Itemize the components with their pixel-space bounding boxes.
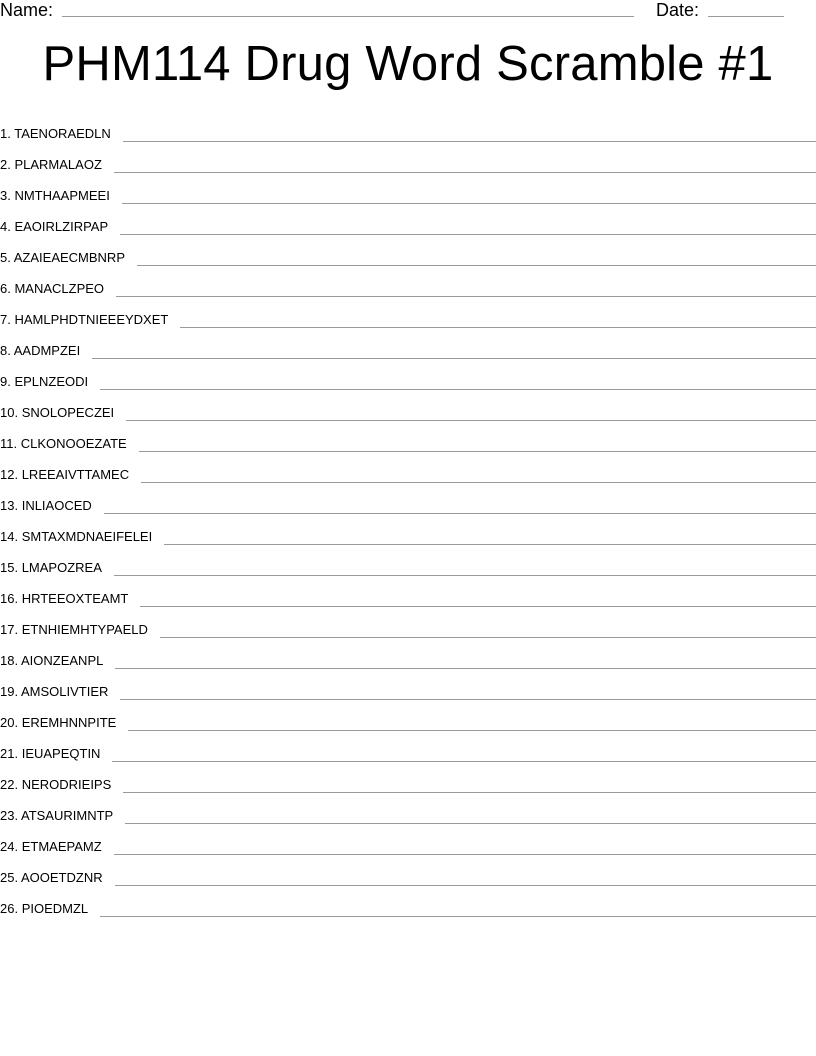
date-label: Date: — [656, 0, 700, 20]
scramble-word — [0, 312, 168, 329]
scrambled-letters: LMAPOZREA — [21, 560, 102, 575]
scrambled-letters: PIOEDMZL — [21, 901, 89, 916]
item-number: 19. — [0, 684, 19, 699]
scramble-word — [0, 498, 92, 515]
item-number: 7. — [0, 312, 11, 327]
item-number: 24. — [0, 839, 19, 854]
item-number: 21. — [0, 746, 19, 761]
answer-line[interactable] — [180, 327, 816, 328]
answer-line[interactable] — [123, 141, 816, 142]
scramble-item — [0, 484, 816, 515]
scramble-item — [0, 546, 816, 577]
scramble-item — [0, 639, 816, 670]
scramble-list — [0, 112, 816, 918]
answer-line[interactable] — [100, 916, 816, 917]
name-answer-line[interactable] — [62, 16, 634, 17]
item-number: 18. — [0, 653, 19, 668]
scramble-word — [0, 250, 125, 267]
item-number: 10. — [0, 405, 19, 420]
scrambled-letters: MANACLZPEO — [14, 281, 105, 296]
scrambled-letters: SMTAXMDNAEIFELEI — [21, 529, 153, 544]
scramble-word — [0, 622, 148, 639]
page-title: PHM114 Drug Word Scramble #1 — [42, 37, 774, 91]
scramble-word — [0, 343, 80, 360]
scrambled-letters: EAOIRLZIRPAP — [14, 219, 109, 234]
item-number: 11. — [0, 436, 18, 451]
scramble-word — [0, 715, 116, 732]
item-number: 6. — [0, 281, 11, 296]
scramble-item — [0, 174, 816, 205]
item-number: 25. — [0, 870, 19, 885]
item-number: 16. — [0, 591, 19, 606]
scramble-word — [0, 467, 129, 484]
scramble-word — [0, 777, 111, 794]
scramble-item — [0, 515, 816, 546]
scramble-word — [0, 219, 108, 236]
scramble-word — [0, 157, 102, 174]
scramble-word — [0, 591, 128, 608]
item-number: 23. — [0, 808, 19, 823]
scramble-item — [0, 887, 816, 918]
scrambled-letters: SNOLOPECZEI — [21, 405, 115, 420]
answer-line[interactable] — [141, 482, 816, 483]
scramble-item — [0, 825, 816, 856]
item-number: 17. — [0, 622, 19, 637]
scrambled-letters: HAMLPHDTNIEEEYDXET — [14, 312, 169, 327]
item-number: 9. — [0, 374, 11, 389]
answer-line[interactable] — [115, 668, 816, 669]
scramble-item — [0, 794, 816, 825]
scrambled-letters: ETNHIEMHTYPAELD — [21, 622, 148, 637]
scramble-word — [0, 405, 114, 422]
scrambled-letters: LREEAIVTTAMEC — [21, 467, 130, 482]
answer-line[interactable] — [123, 792, 816, 793]
scramble-word — [0, 188, 110, 205]
answer-line[interactable] — [140, 606, 816, 607]
scramble-item — [0, 856, 816, 887]
scramble-word — [0, 436, 127, 453]
header-row — [0, 0, 816, 22]
item-number: 1. — [0, 126, 11, 141]
scramble-item — [0, 422, 816, 453]
item-number: 22. — [0, 777, 19, 792]
answer-line[interactable] — [160, 637, 816, 638]
scramble-word — [0, 529, 152, 546]
scramble-word — [0, 281, 104, 298]
answer-line[interactable] — [100, 389, 816, 390]
item-number: 5. — [0, 250, 11, 265]
answer-line[interactable] — [126, 420, 816, 421]
item-number: 8. — [0, 343, 11, 358]
item-number: 15. — [0, 560, 19, 575]
item-number: 14. — [0, 529, 19, 544]
scramble-item — [0, 577, 816, 608]
answer-line[interactable] — [115, 885, 816, 886]
scramble-word — [0, 560, 102, 577]
answer-line[interactable] — [114, 172, 816, 173]
scrambled-letters: ATSAURIMNTP — [20, 808, 114, 823]
scrambled-letters: NMTHAAPMEEI — [14, 188, 110, 203]
answer-line[interactable] — [112, 761, 816, 762]
scrambled-letters: ETMAEPAMZ — [21, 839, 102, 854]
answer-line[interactable] — [122, 203, 816, 204]
scrambled-letters: CLKONOOEZATE — [20, 436, 127, 451]
item-number: 26. — [0, 901, 19, 916]
name-label: Name: — [0, 0, 54, 20]
answer-line[interactable] — [92, 358, 816, 359]
scramble-item — [0, 143, 816, 174]
scramble-item — [0, 267, 816, 298]
scrambled-letters: NERODRIEIPS — [21, 777, 112, 792]
scrambled-letters: IEUAPEQTIN — [21, 746, 101, 761]
scramble-item — [0, 732, 816, 763]
scramble-word — [0, 126, 111, 143]
answer-line[interactable] — [120, 234, 816, 235]
scramble-item — [0, 205, 816, 236]
scrambled-letters: EREMHNNPITE — [21, 715, 117, 730]
item-number: 3. — [0, 188, 11, 203]
scramble-word — [0, 684, 108, 701]
scramble-item — [0, 298, 816, 329]
answer-line[interactable] — [104, 513, 816, 514]
answer-line[interactable] — [114, 575, 816, 576]
answer-line[interactable] — [125, 823, 816, 824]
scramble-item — [0, 391, 816, 422]
scramble-word — [0, 746, 100, 763]
scramble-item — [0, 763, 816, 794]
scrambled-letters: AIONZEANPL — [20, 653, 104, 668]
scramble-word — [0, 870, 103, 887]
scramble-item — [0, 701, 816, 732]
scrambled-letters: EPLNZEODI — [14, 374, 89, 389]
scramble-item — [0, 453, 816, 484]
answer-line[interactable] — [128, 730, 816, 731]
scramble-word — [0, 808, 113, 825]
item-number: 4. — [0, 219, 11, 234]
scramble-item — [0, 112, 816, 143]
scramble-item — [0, 236, 816, 267]
scramble-item — [0, 608, 816, 639]
scrambled-letters: PLARMALAOZ — [14, 157, 102, 172]
answer-line[interactable] — [114, 854, 816, 855]
answer-line[interactable] — [116, 296, 816, 297]
answer-line[interactable] — [137, 265, 816, 266]
scramble-item — [0, 329, 816, 360]
scrambled-letters: INLIAOCED — [21, 498, 92, 513]
item-number: 2. — [0, 157, 11, 172]
item-number: 20. — [0, 715, 19, 730]
item-number: 13. — [0, 498, 19, 513]
scramble-item — [0, 670, 816, 701]
scrambled-letters: AMSOLIVTIER — [20, 684, 109, 699]
scrambled-letters: HRTEEOXTEAMT — [21, 591, 129, 606]
scramble-word — [0, 901, 88, 918]
scrambled-letters: TAENORAEDLN — [14, 126, 111, 141]
item-number: 12. — [0, 467, 19, 482]
answer-line[interactable] — [139, 451, 816, 452]
answer-line[interactable] — [120, 699, 816, 700]
scramble-word — [0, 374, 88, 391]
scramble-word — [0, 653, 103, 670]
answer-line[interactable] — [164, 544, 816, 545]
scramble-word — [0, 839, 102, 856]
scrambled-letters: AZAIEAECMBNRP — [13, 250, 125, 265]
scrambled-letters: AADMPZEI — [13, 343, 81, 358]
scramble-item — [0, 360, 816, 391]
date-answer-line[interactable] — [708, 16, 784, 17]
scrambled-letters: AOOETDZNR — [20, 870, 103, 885]
